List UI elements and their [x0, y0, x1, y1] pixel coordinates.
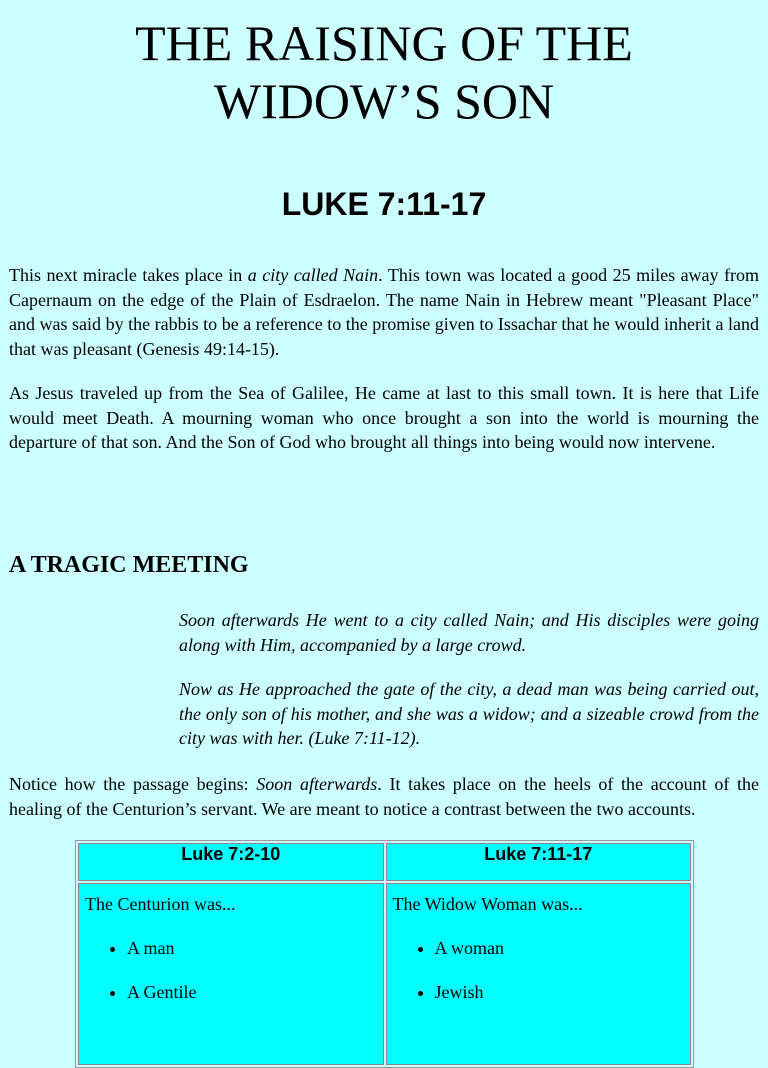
p3-text-a: Notice how the passage begins:	[9, 774, 257, 794]
list-item: • A man	[127, 936, 377, 960]
comparison-table	[75, 840, 694, 1068]
table-row	[78, 883, 691, 1065]
page-title	[0, 14, 768, 130]
quote2-text: Now as He approached the gate of the city, a dead man was being carried out, the only son of his mother, and she was a widow; and a sizeable crowd from the city was with her.	[179, 679, 759, 748]
column-header-luke-7-11-17: Luke 7:11-17	[386, 843, 692, 881]
column-header-luke-7-2-10: Luke 7:2-10	[78, 843, 384, 881]
p3-text-b: . It takes place on the heels of the account of the healing of the Centurion’s servant. We are meant to notice a contrast between the two accounts.	[9, 774, 759, 819]
widow-intro: The Widow Woman was...	[392, 894, 583, 914]
centurion-intro: The Centurion was...	[85, 894, 236, 914]
scripture-reference: LUKE 7:11-17	[281, 186, 487, 222]
section-heading: A TRAGIC MEETING	[9, 552, 249, 578]
scripture-quote-2	[179, 677, 759, 751]
intro-paragraph	[9, 263, 759, 361]
list-item: • A Gentile	[127, 980, 377, 1004]
p3-emphasis: Soon afterwards	[256, 774, 378, 794]
centurion-list	[85, 936, 377, 1004]
table-header-row	[78, 843, 691, 881]
p1-emphasis: a city called Nain	[247, 265, 379, 285]
widow-list	[393, 936, 685, 1004]
title-line-2: WIDOW’S SON	[213, 73, 555, 129]
quote2-ref: (Luke 7:11-12).	[304, 728, 421, 748]
second-paragraph: As Jesus traveled up from the Sea of Galilee, He came at last to this small town. It is here that Life would meet Death. A mourning woman who once brought a son into the world is mourning the departure of that son. And the Son of God who brought all things into being would now intervene.	[9, 383, 759, 452]
p1-text-b: . This town was located a good 25 miles away from Capernaum on the edge of the Plain of Esdraelon. The name Nain in Hebrew meant "Pleasant Place" and was said by the rabbis to be a reference to the promise given to Issachar that he would inherit a land that was pleasant (Genesis 49:14-15).	[9, 265, 760, 359]
list-item: • A woman	[435, 936, 685, 960]
contrast-paragraph	[9, 772, 759, 821]
scripture-quote-1: Soon afterwards He went to a city called Nain; and His disciples were going along with Him, accompanied by a large crowd.	[179, 610, 759, 655]
centurion-cell	[78, 883, 384, 1065]
widow-cell	[386, 883, 692, 1065]
list-item: • Jewish	[435, 980, 685, 1004]
p1-text-a: This next miracle takes place in	[9, 265, 248, 285]
title-line-1: THE RAISING OF THE	[135, 15, 633, 71]
